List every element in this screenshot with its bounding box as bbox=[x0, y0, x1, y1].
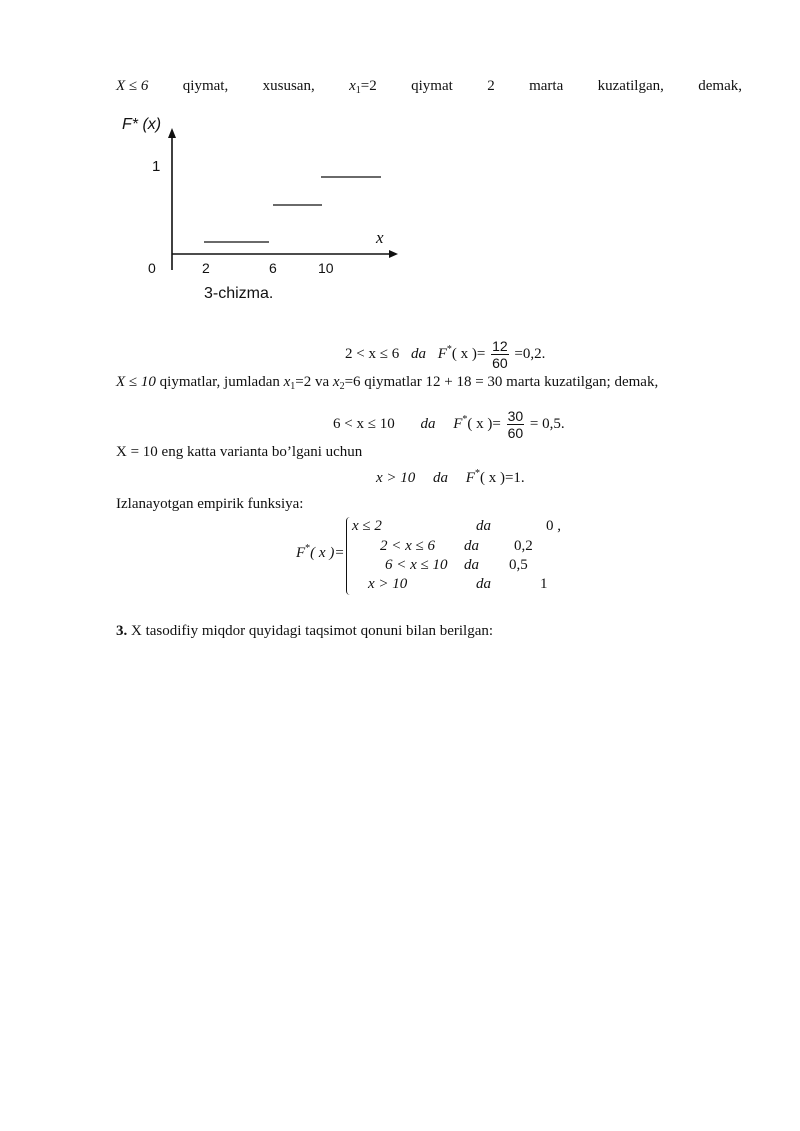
problem-3-text: X tasodifiy miqdor quyidagi taqsimot qonuni bilan berilgan: bbox=[127, 623, 494, 639]
empirical-cdf-figure bbox=[116, 110, 406, 310]
piecewise-row-4-val: 1 bbox=[540, 576, 548, 592]
eq1-arg: ( x )= bbox=[451, 346, 486, 362]
piecewise-row-1: x ≤ 2 bbox=[352, 518, 382, 534]
word-kuzatilgan: kuzatilgan, bbox=[597, 78, 664, 94]
eq1-fraction: $\frac{12}{60}$ bbox=[492, 338, 508, 372]
y-axis-arrow-icon bbox=[168, 128, 176, 138]
x-axis-arrow-icon bbox=[389, 250, 398, 258]
eq1-F: F bbox=[437, 346, 447, 362]
piecewise-row-1-da: da bbox=[476, 518, 491, 534]
eq1-condition: 2 < x ≤ 6 bbox=[345, 346, 400, 362]
step-plot bbox=[116, 110, 406, 310]
eq1-star: * bbox=[446, 344, 452, 355]
eq2-da: da bbox=[420, 416, 436, 432]
word-xususan: xususan, bbox=[262, 78, 315, 94]
piecewise-row-4: x > 10 bbox=[368, 576, 408, 592]
eq3-condition: x > 10 bbox=[376, 470, 416, 486]
eq2-F: F bbox=[453, 416, 463, 432]
eq3-da: da bbox=[433, 470, 449, 486]
figure-caption: 3-chizma. bbox=[204, 285, 274, 302]
paragraph-3: X = 10 eng katta varianta bo’lgani uchun bbox=[116, 444, 363, 460]
word-qiymat: qiymat, bbox=[182, 78, 229, 94]
word-2: 2 bbox=[487, 78, 495, 94]
y-axis-label: F* (x) bbox=[122, 116, 162, 133]
equation-1 bbox=[345, 330, 545, 374]
piecewise-row-2: 2 < x ≤ 6 bbox=[380, 538, 436, 554]
piecewise-row-1-val: 0 , bbox=[546, 518, 561, 534]
equation-2: 6 < x ≤ 10 da F*( x )= $\frac{30}{60}$ = 0,5. bbox=[333, 408, 565, 442]
piecewise-row-3: 6 < x ≤ 10 bbox=[385, 557, 448, 573]
piecewise-function bbox=[296, 515, 576, 597]
eq1-result: =0,2. bbox=[514, 346, 546, 362]
problem-3 bbox=[116, 623, 493, 640]
x-tick-10: 10 bbox=[318, 260, 334, 276]
piecewise-row-3-da: da bbox=[464, 557, 479, 573]
x-tick-0: 0 bbox=[148, 260, 156, 276]
x-tick-2: 2 bbox=[202, 260, 210, 276]
eq2-fraction: $\frac{30}{60}$ bbox=[507, 408, 524, 442]
eq2-result: = 0,5. bbox=[529, 416, 565, 432]
x1-equals-2: $x_1=2$ bbox=[349, 78, 377, 96]
piecewise-row-2-da: da bbox=[464, 538, 479, 554]
eq1-da: da bbox=[410, 346, 426, 362]
paragraph-4: Izlanayotgan empirik funksiya: bbox=[116, 496, 304, 512]
eq2-condition: 6 < x ≤ 10 bbox=[333, 416, 395, 432]
word-marta: marta bbox=[529, 78, 564, 94]
equation-3: x > 10 da F*( x )=1. bbox=[376, 468, 525, 486]
piecewise-row-3-val: 0,5 bbox=[509, 557, 528, 573]
paragraph-2: X ≤ 10 qiymatlar, jumladan $x_1=2$ va $x_2=6$ qiymatlar 12 + 18 = 30 marta kuzatilgan; demak, bbox=[116, 374, 659, 392]
condition-x-le-6: X ≤ 6 bbox=[116, 78, 149, 94]
intro-line bbox=[116, 78, 742, 96]
word-qiymat-2: qiymat bbox=[411, 78, 453, 94]
eq3-F: F bbox=[465, 470, 475, 486]
problem-3-number: 3. bbox=[116, 623, 128, 639]
piecewise-row-4-da: da bbox=[476, 576, 491, 592]
piecewise-row-2-val: 0,2 bbox=[514, 538, 533, 554]
condition-x-le-10: X ≤ 10 bbox=[116, 374, 156, 390]
word-demak: demak, bbox=[698, 78, 742, 94]
x-tick-6: 6 bbox=[269, 260, 277, 276]
y-tick-1: 1 bbox=[152, 158, 161, 175]
piecewise-lhs: F*( x )= bbox=[296, 543, 345, 561]
x-axis-label: x bbox=[376, 228, 384, 247]
